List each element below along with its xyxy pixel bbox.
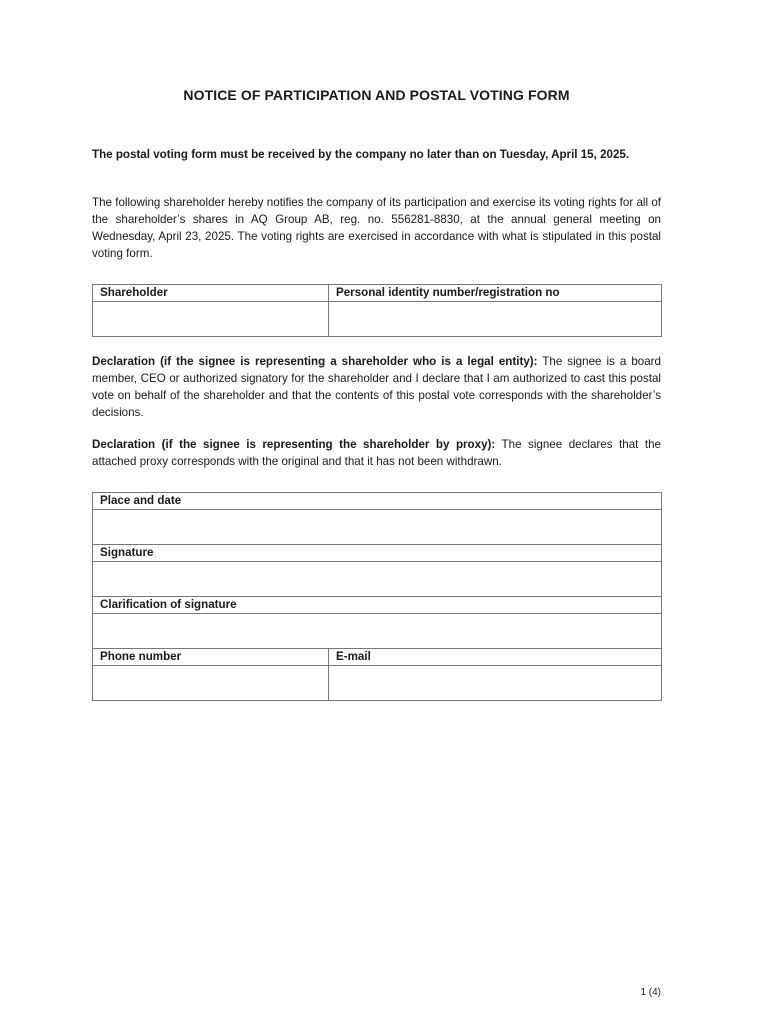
page-number: 1 (4): [640, 987, 661, 998]
signature-field[interactable]: [93, 562, 662, 597]
signature-label: Signature: [93, 545, 662, 562]
declaration-proxy-heading: Declaration (if the signee is representing the shareholder by proxy):: [92, 438, 496, 451]
signature-table: [92, 492, 662, 701]
intro-paragraph: The following shareholder hereby notifies the company of its participation and exercise its voting rights for all of the shareholder’s shares in AQ Group AB, reg. no. 556281-8830, at the annual general meeting on Wednesday, April 23, 2025. The voting rights are exercised in accordance with what is stipulated in this postal voting form.: [92, 196, 661, 260]
identity-number-label: Personal identity number/registration no: [329, 285, 662, 302]
place-date-field[interactable]: [93, 510, 662, 545]
shareholder-table: [92, 284, 662, 337]
form-title: NOTICE OF PARTICIPATION AND POSTAL VOTING FORM: [183, 87, 570, 103]
place-date-label: Place and date: [93, 493, 662, 510]
email-label: E-mail: [329, 649, 662, 666]
shareholder-field[interactable]: [93, 302, 329, 337]
shareholder-label: Shareholder: [93, 285, 329, 302]
clarification-field[interactable]: [93, 614, 662, 649]
identity-number-field[interactable]: [329, 302, 662, 337]
email-field[interactable]: [329, 666, 662, 701]
declaration-proxy-text: The signee declares that the attached proxy corresponds with the original and that it has not been withdrawn.: [92, 438, 661, 468]
declaration-legal-heading: Declaration (if the signee is representing a shareholder who is a legal entity):: [92, 355, 538, 368]
clarification-label: Clarification of signature: [93, 597, 662, 614]
deadline-notice: The postal voting form must be received by the company no later than on Tuesday, April 15, 2025.: [92, 148, 630, 161]
phone-field[interactable]: [93, 666, 329, 701]
declaration-legal-entity: [92, 353, 661, 421]
phone-label: Phone number: [93, 649, 329, 666]
declaration-legal-text: The signee is a board member, CEO or authorized signatory for the shareholder and I declare that I am authorized to cast this postal vote on behalf of the shareholder and that the contents of this postal vote corresponds with the shareholder’s decisions.: [92, 355, 661, 419]
declaration-proxy: [92, 436, 661, 470]
